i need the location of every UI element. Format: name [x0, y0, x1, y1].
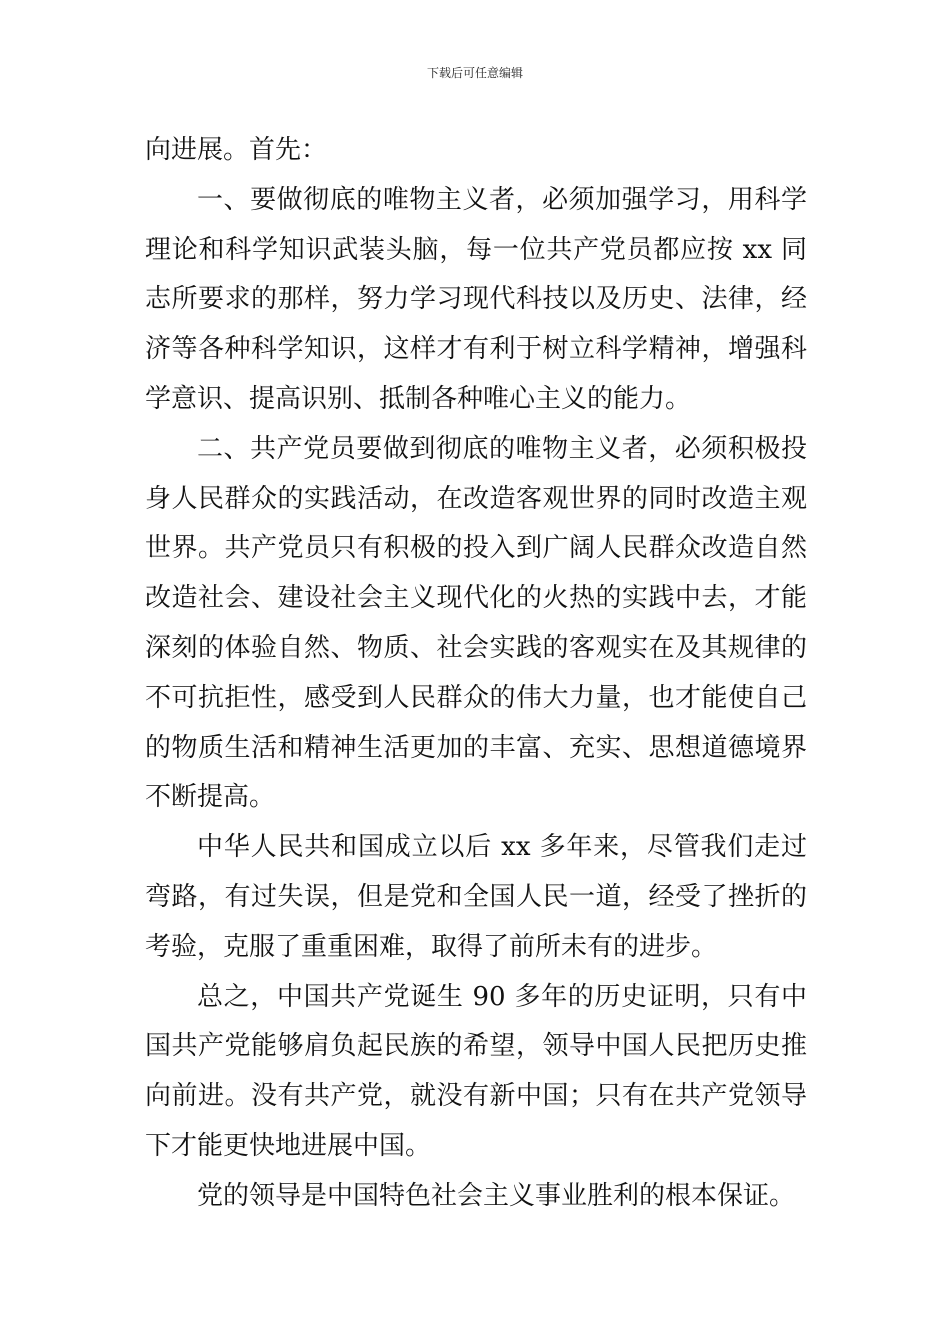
paragraph-3: 二、共产党员要做到彻底的唯物主义者，必须积极投身人民群众的实践活动，在改造客观世界的同时改造主观世界。共产党员只有积极的投入到广阔人民群众改造自然改造社会、建设社会主义现代化的火热的实践中去，才能深刻的体验自然、物质、社会实践的客观实在及其规律的不可抗拒性，感受到人民群众的伟大力量，也才能使自己的物质生活和精神生活更加的丰富、充实、思想道德境界不断提高。 — [145, 433, 807, 813]
paragraph-4: 中华人民共和国成立以后 xx 多年来，尽管我们走过弯路，有过失误，但是党和全国人民一道，经受了挫折的考验，克服了重重困难，取得了前所未有的进步。 — [145, 832, 807, 962]
paragraph-2: 一、要做彻底的唯物主义者，必须加强学习，用科学理论和科学知识武装头脑，每一位共产党员都应按 xx 同志所要求的那样，努力学习现代科技以及历史、法律，经济等各种科学知识，这样才有利于树立科学精神，增强科学意识、提高识别、抵制各种唯心主义的能力。 — [145, 184, 807, 414]
paragraph-6: 党的领导是中国特色社会主义事业胜利的根本保证。 — [197, 1180, 796, 1211]
paragraph-1: 向进展。首先： — [145, 135, 328, 165]
page-header: 下载后可任意编辑 — [426, 66, 523, 80]
paragraph-5: 总之，中国共产党诞生 90 多年的历史证明，只有中国共产党能够肩负起民族的希望，领导中国人民把历史推向前进。没有共产党，就没有新中国；只有在共产党领导下才能更快地进展中国。 — [145, 981, 807, 1161]
document-body — [145, 126, 807, 1222]
